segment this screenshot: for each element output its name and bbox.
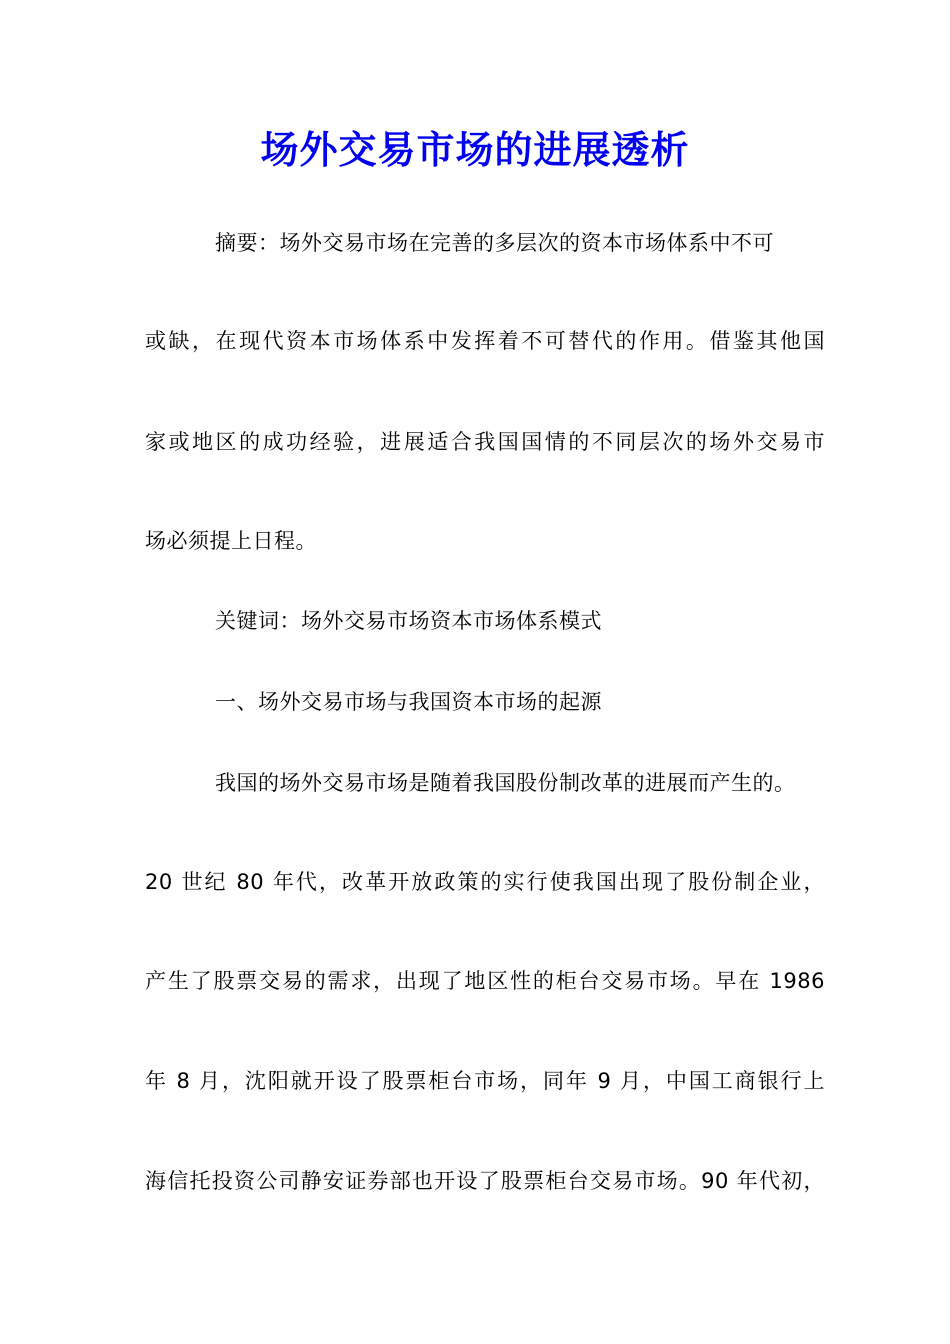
body-line-1: 我国的场外交易市场是随着我国股份制改革的进展而产生的。: [215, 771, 796, 795]
abstract-line-1: 摘要：场外交易市场在完善的多层次的资本市场体系中不可: [215, 231, 774, 255]
keywords-line: 关键词：场外交易市场资本市场体系模式: [215, 609, 602, 633]
abstract-line-3: 家或地区的成功经验，进展适合我国国情的不同层次的场外交易市: [145, 430, 825, 454]
abstract-line-2: 或缺，在现代资本市场体系中发挥着不可替代的作用。借鉴其他国: [145, 329, 825, 353]
body-line-4: 年 8 月，沈阳就开设了股票柜台市场，同年 9 月，中国工商银行上: [145, 1069, 825, 1093]
body-line-5: 海信托投资公司静安证券部也开设了股票柜台交易市场。90 年代初，: [145, 1169, 825, 1193]
abstract-line-4: 场必须提上日程。: [145, 529, 317, 553]
document-title: 场外交易市场的进展透析: [260, 127, 690, 172]
body-line-2: 20 世纪 80 年代，改革开放政策的实行使我国出现了股份制企业，: [145, 870, 825, 894]
section-heading: 一、场外交易市场与我国资本市场的起源: [215, 690, 602, 714]
body-line-3: 产生了股票交易的需求，出现了地区性的柜台交易市场。早在 1986: [145, 969, 825, 993]
